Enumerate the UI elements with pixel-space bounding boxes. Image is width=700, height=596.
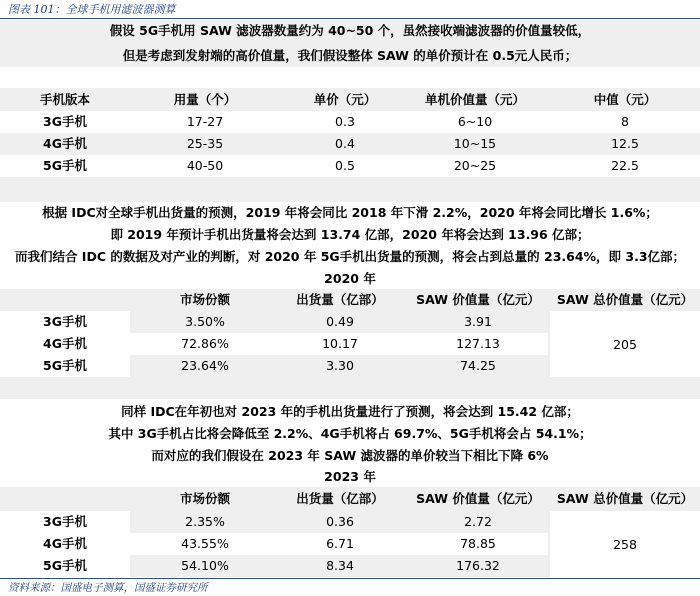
table1-header-cell: 单机价值量（元） <box>424 92 525 107</box>
median-cell: 8 <box>621 114 629 129</box>
saw-value-cell: 74.25 <box>460 358 496 373</box>
table-2020-header-cell: 市场份额 <box>179 292 230 307</box>
median-cell: 22.5 <box>611 158 639 173</box>
unit-price-cell: 0.3 <box>335 114 355 129</box>
row-label: 3G手机 <box>0 511 130 533</box>
note-2020-line-3: 而我们结合 IDC 的数据及对产业的判断，对 2020 年 5G手机出货量的预测，将会占到总量的 23.64%，即 3.3亿部； <box>14 249 686 264</box>
table-row <box>0 333 548 355</box>
share-cell: 23.64% <box>181 358 229 373</box>
table-row <box>0 111 700 133</box>
table1-header-cell: 用量（个） <box>173 92 237 107</box>
row-label: 4G手机 <box>43 136 87 151</box>
share-cell: 3.50% <box>185 314 225 329</box>
unit-value-cell: 20~25 <box>453 158 497 173</box>
share-cell: 72.86% <box>181 336 229 351</box>
note-2023-line-2: 其中 3G手机占比将会降低至 2.2%、4G手机将占 69.7%、5G手机将会占 54.1%； <box>108 426 592 441</box>
table-row <box>0 155 700 177</box>
table-2020-header-cell: SAW 总价值量（亿元） <box>556 292 694 307</box>
table1-header-row <box>0 89 700 111</box>
row-label: 4G手机 <box>43 336 87 351</box>
unit-value-cell: 6~10 <box>457 114 493 129</box>
source-note: 资料来源：国盛电子测算，国盛证券研究所 <box>8 582 208 594</box>
share-cell: 54.10% <box>181 558 229 573</box>
figure-title: 图表 101：全球手机用滤波器测算 <box>8 3 176 16</box>
usage-cell: 17-27 <box>186 114 224 129</box>
figure-title-bar <box>0 0 700 19</box>
shipment-cell: 8.34 <box>326 558 354 573</box>
usage-cell: 40-50 <box>186 158 224 173</box>
table-row <box>0 533 548 555</box>
row-label: 5G手机 <box>43 158 87 173</box>
shipment-cell: 10.17 <box>322 336 358 351</box>
table-2023-header-cell: 市场份额 <box>179 491 230 506</box>
unit-price-cell: 0.4 <box>335 136 355 151</box>
row-label: 3G手机 <box>43 114 87 129</box>
source-bar <box>0 578 700 596</box>
table-2023-year: 2023 年 <box>324 469 376 484</box>
note-2023-line-1: 同样 IDC在年初也对 2023 年的手机出货量进行了预测，将会达到 15.42 亿部； <box>121 404 579 419</box>
usage-cell: 25-35 <box>186 136 224 151</box>
row-label: 5G手机 <box>0 355 130 377</box>
table-2020-header-row <box>0 289 700 311</box>
table-2020-header-cell: SAW 价值量（亿元） <box>416 292 540 307</box>
saw-value-cell: 3.91 <box>464 314 492 329</box>
table-row <box>0 133 700 155</box>
intro-line-1: 假设 5G手机用 SAW 滤波器数量约为 40~50 个，虽然接收端滤波器的价值量较低， <box>109 23 591 38</box>
table1-header-cell: 手机版本 <box>39 92 90 107</box>
share-cell: 43.55% <box>181 536 229 551</box>
table-2023-total: 258 <box>550 511 700 577</box>
shipment-cell: 6.71 <box>326 536 354 551</box>
table-2020-total: 205 <box>550 311 700 377</box>
table-2023-header-cell: SAW 总价值量（亿元） <box>556 491 694 506</box>
share-cell: 2.35% <box>185 514 225 529</box>
shipment-cell: 0.49 <box>326 314 354 329</box>
table-2020-header-cell: 出货量（亿部） <box>296 292 384 307</box>
note-2020-line-1: 根据 IDC对全球手机出货量的预测，2019 年将会同比 2018 年下滑 2.2%，2020 年将会同比增长 1.6%； <box>42 205 658 220</box>
intro-line-2: 但是考虑到发射端的高价值量，我们假设整体 SAW 的单价预计在 0.5元人民币； <box>122 48 578 63</box>
shipment-cell: 3.30 <box>326 358 354 373</box>
row-label: 5G手机 <box>0 555 130 577</box>
table-2020-year: 2020 年 <box>324 271 376 286</box>
note-2020-line-2: 即 2019 年预计手机出货量将会达到 13.74 亿部，2020 年将会达到 13.96 亿部； <box>110 227 590 242</box>
row-label: 3G手机 <box>0 311 130 333</box>
table-2023-header-cell: SAW 价值量（亿元） <box>416 491 540 506</box>
section3-gap <box>0 377 700 399</box>
saw-value-cell: 2.72 <box>464 514 492 529</box>
note-2023-line-3: 而对应的我们假设在 2023 年 SAW 滤波器的单价较当下相比下降 6% <box>151 448 549 463</box>
table-2023-header-cell: 出货量（亿部） <box>296 491 384 506</box>
row-label: 4G手机 <box>43 536 87 551</box>
unit-value-cell: 10~15 <box>453 136 497 151</box>
saw-value-cell: 176.32 <box>456 558 500 573</box>
saw-value-cell: 127.13 <box>456 336 500 351</box>
table1-header-cell: 中值（元） <box>593 92 657 107</box>
unit-price-cell: 0.5 <box>335 158 355 173</box>
spacer-row <box>0 67 700 88</box>
table1-header-cell: 单价（元） <box>313 92 377 107</box>
table-2023-header-row <box>0 488 700 510</box>
saw-value-cell: 78.85 <box>460 536 496 551</box>
median-cell: 12.5 <box>611 136 639 151</box>
shipment-cell: 0.36 <box>326 514 354 529</box>
